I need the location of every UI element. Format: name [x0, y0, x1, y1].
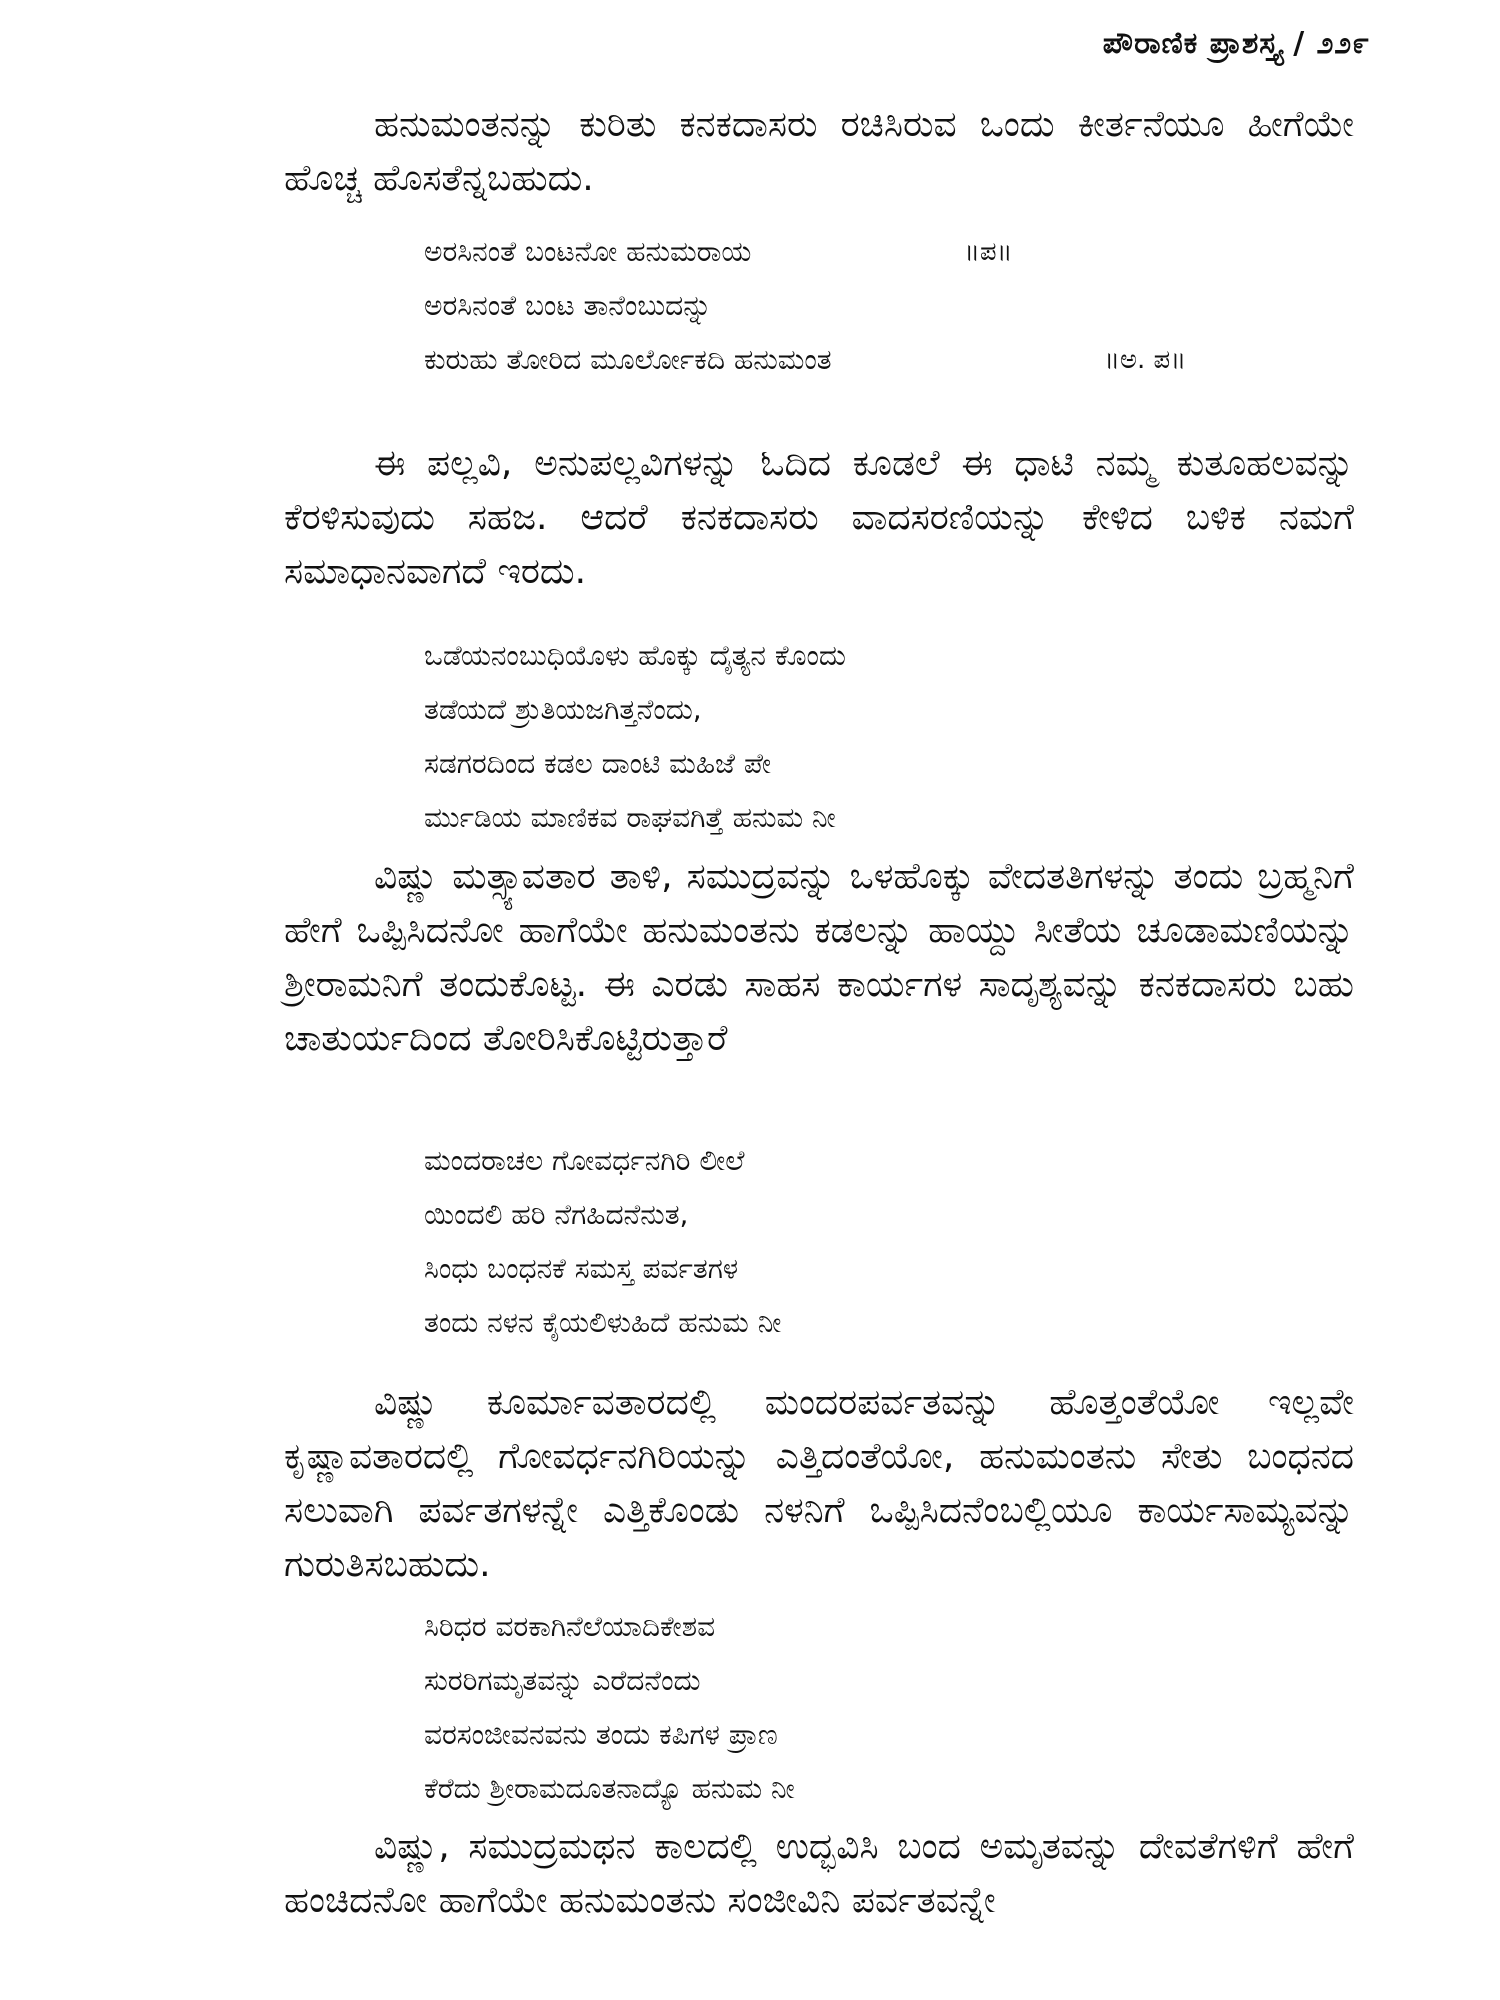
paragraph-5: ವಿಷ್ಣು, ಸಮುದ್ರಮಥನ ಕಾಲದಲ್ಲಿ ಉದ್ಭವಿಸಿ ಬಂದ ಅಮೃತವನ್ನು ದೇವತೆಗಳಿಗೆ ಹೇಗೆ ಹಂಚಿದನೋ ಹಾಗೆಯೇ ಹನುಮಂತನು ಸಂಜೀವಿನಿ ಪರ್ವತವನ್ನೇ [284, 1826, 1354, 1921]
paragraph-1: ಹನುಮಂತನನ್ನು ಕುರಿತು ಕನಕದಾಸರು ರಚಿಸಿರುವ ಒಂದು ಕೀರ್ತನೆಯೂ ಹೀಗೆಯೇ ಹೊಚ್ಚ ಹೊಸತೆನ್ನಬಹುದು. [284, 104, 1354, 199]
refrain-marker: ॥ಪ॥ [964, 237, 1013, 267]
verse-line: ಕೆರೆದು ಶ್ರೀರಾಮದೂತನಾದ್ಯೊ ಹನುಮ ನೀ [424, 1772, 795, 1805]
verse-2 [424, 629, 1324, 845]
verse-3 [424, 1134, 1324, 1350]
verse-line: ತಡೆಯದೆ ಶ್ರುತಿಯಜಗಿತ್ತನೆಂದು, [424, 693, 702, 726]
verse-line: ಅರಸಿನಂತೆ ಬಂಟನೋ ಹನುಮರಾಯ ॥ಪ॥ [424, 225, 1324, 279]
verse-line: ಸಿಂಧು ಬಂಧನಕೆ ಸಮಸ್ತ ಪರ್ವತಗಳ [424, 1252, 739, 1285]
verse-line: ಯಿಂದಲಿ ಹರಿ ನೆಗಹಿದನೆನುತ, [424, 1198, 689, 1231]
verse-line: ಒಡೆಯನಂಬುಧಿಯೊಳು ಹೊಕ್ಕು ದೈತ್ಯನ ಕೊಂದು [424, 639, 846, 672]
paragraph-4: ವಿಷ್ಣು ಕೂರ್ಮಾವತಾರದಲ್ಲಿ ಮಂದರಪರ್ವತವನ್ನು ಹೊತ್ತಂತೆಯೋ ಇಲ್ಲವೇ ಕೃಷ್ಣಾವತಾರದಲ್ಲಿ ಗೋವರ್ಧನಗಿರಿಯನ್ನು ಎತ್ತಿದಂತೆಯೋ, ಹನುಮಂತನು ಸೇತು ಬಂಧನದ ಸಲುವಾಗಿ ಪರ್ವತಗಳನ್ನೇ ಎತ್ತಿಕೊಂಡು ನಳನಿಗೆ ಒಪ್ಪಿಸಿದನೆಂಬಲ್ಲಿಯೂ ಕಾರ್ಯಸಾಮ್ಯವನ್ನು ಗುರುತಿಸಬಹುದು. [284, 1382, 1354, 1585]
paragraph-3: ವಿಷ್ಣು ಮತ್ಸ್ಯಾವತಾರ ತಾಳಿ, ಸಮುದ್ರವನ್ನು ಒಳಹೊಕ್ಕು ವೇದತತಿಗಳನ್ನು ತಂದು ಬ್ರಹ್ಮನಿಗೆ ಹೇಗೆ ಒಪ್ಪಿಸಿದನೋ ಹಾಗೆಯೇ ಹನುಮಂತನು ಕಡಲನ್ನು ಹಾಯ್ದು ಸೀತೆಯ ಚೂಡಾಮಣಿಯನ್ನು ಶ್ರೀರಾಮನಿಗೆ ತಂದುಕೊಟ್ಟ. ಈ ಎರಡು ಸಾಹಸ ಕಾರ್ಯಗಳ ಸಾದೃಶ್ಯವನ್ನು ಕನಕದಾಸರು ಬಹು ಚಾತುರ್ಯದಿಂದ ತೋರಿಸಿಕೊಟ್ಟಿರುತ್ತಾರೆ [284, 856, 1354, 1059]
verse-line: ಸಡಗರದಿಂದ ಕಡಲ ದಾಂಟಿ ಮಹಿಜೆ ಪೇ [424, 747, 772, 780]
verse-4 [424, 1600, 1324, 1816]
verse-line: ಕುರುಹು ತೋರಿದ ಮೂರ್ಲೋಕದಿ ಹನುಮಂತ ॥ಅ. ಪ॥ [424, 333, 1324, 387]
verse-line: ಸುರರಿಗಮೃತವನ್ನು ಎರೆದನೆಂದು [424, 1664, 701, 1697]
verse-line: ಸಿರಿಧರ ವರಕಾಗಿನೆಲೆಯಾದಿಕೇಶವ [424, 1610, 716, 1643]
verse-line: ತಂದು ನಳನ ಕೈಯಲಿಳುಹಿದೆ ಹನುಮ ನೀ [424, 1306, 782, 1339]
verse-line: ರ್ಮುಡಿಯ ಮಾಣಿಕವ ರಾಘವಗಿತ್ತೆ ಹನುಮ ನೀ [424, 801, 836, 834]
verse-line: ಅರಸಿನಂತೆ ಬಂಟ ತಾನೆಂಬುದನ್ನು [424, 289, 712, 322]
verse-line: ವರಸಂಜೀವನವನು ತಂದು ಕಪಿಗಳ ಪ್ರಾಣ [424, 1718, 778, 1751]
verse-line: ಮಂದರಾಚಲ ಗೋವರ್ಧನಗಿರಿ ಲೀಲೆ [424, 1144, 745, 1177]
paragraph-2: ಈ ಪಲ್ಲವಿ, ಅನುಪಲ್ಲವಿಗಳನ್ನು ಓದಿದ ಕೂಡಲೆ ಈ ಧಾಟಿ ನಮ್ಮ ಕುತೂಹಲವನ್ನು ಕೆರಳಿಸುವುದು ಸಹಜ. ಆದರೆ ಕನಕದಾಸರು ವಾದಸರಣಿಯನ್ನು ಕೇಳಿದ ಬಳಿಕ ನಮಗೆ ಸಮಾಧಾನವಾಗದೆ ಇರದು. [284, 443, 1354, 592]
verse-1 [424, 225, 1324, 387]
refrain-marker: ॥ಅ. ಪ॥ [1104, 345, 1187, 375]
running-header: ಪೌರಾಣಿಕ ಪ್ರಾಶಸ್ತ್ಯ / ೨೨೯ [1102, 26, 1370, 61]
